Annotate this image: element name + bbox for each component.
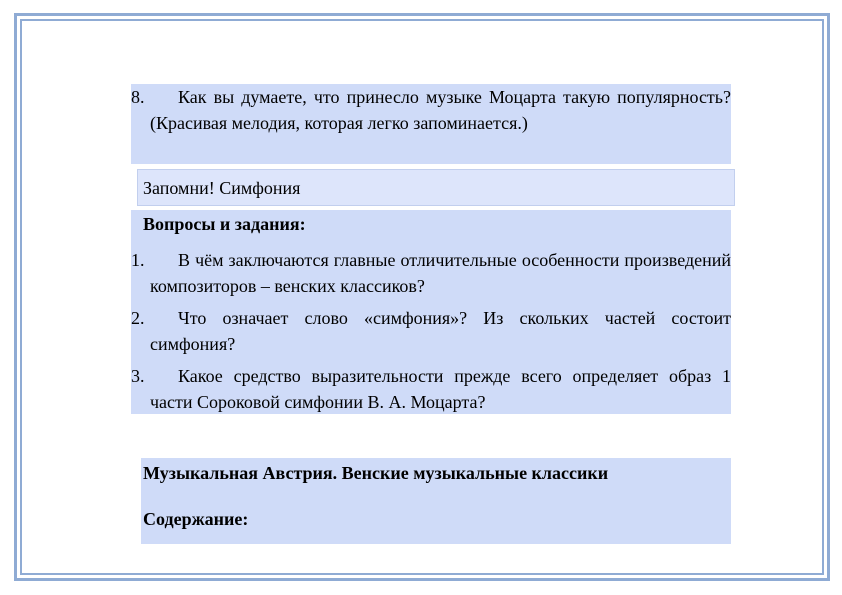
- question-item-text: В чём заключаются главные отличительные особенности произведений композиторов – венских классиков?: [150, 250, 731, 296]
- question-8-text: Как вы думаете, что принесло музыке Моцарта такую популярность? (Красивая мелодия, которая легко запоминается.): [150, 87, 731, 133]
- remember-text: Запомни! Симфония: [143, 178, 301, 198]
- section-block: [141, 458, 731, 544]
- question-item-number: 2.: [131, 308, 145, 328]
- question-item-text: Какое средство выразительности прежде всего определяет образ 1 части Сороковой симфонии В. А. Моцарта?: [150, 366, 731, 412]
- question-item-number: 1.: [131, 250, 145, 270]
- remember-box: [137, 169, 735, 206]
- question-item-3: [131, 363, 731, 415]
- question-item-1: [131, 247, 731, 299]
- question-8-block: [131, 84, 731, 164]
- section-title: Музыкальная Австрия. Венские музыкальные классики: [143, 463, 609, 483]
- questions-heading: Вопросы и задания:: [143, 214, 306, 234]
- question-item-2: [131, 305, 731, 357]
- question-item-text: Что означает слово «симфония»? Из скольких частей состоит симфония?: [150, 308, 731, 354]
- question-8-number: 8.: [131, 87, 145, 107]
- questions-block: [131, 210, 731, 414]
- question-8: [131, 84, 731, 136]
- section-content-label: Содержание:: [143, 509, 249, 529]
- question-item-number: 3.: [131, 366, 145, 386]
